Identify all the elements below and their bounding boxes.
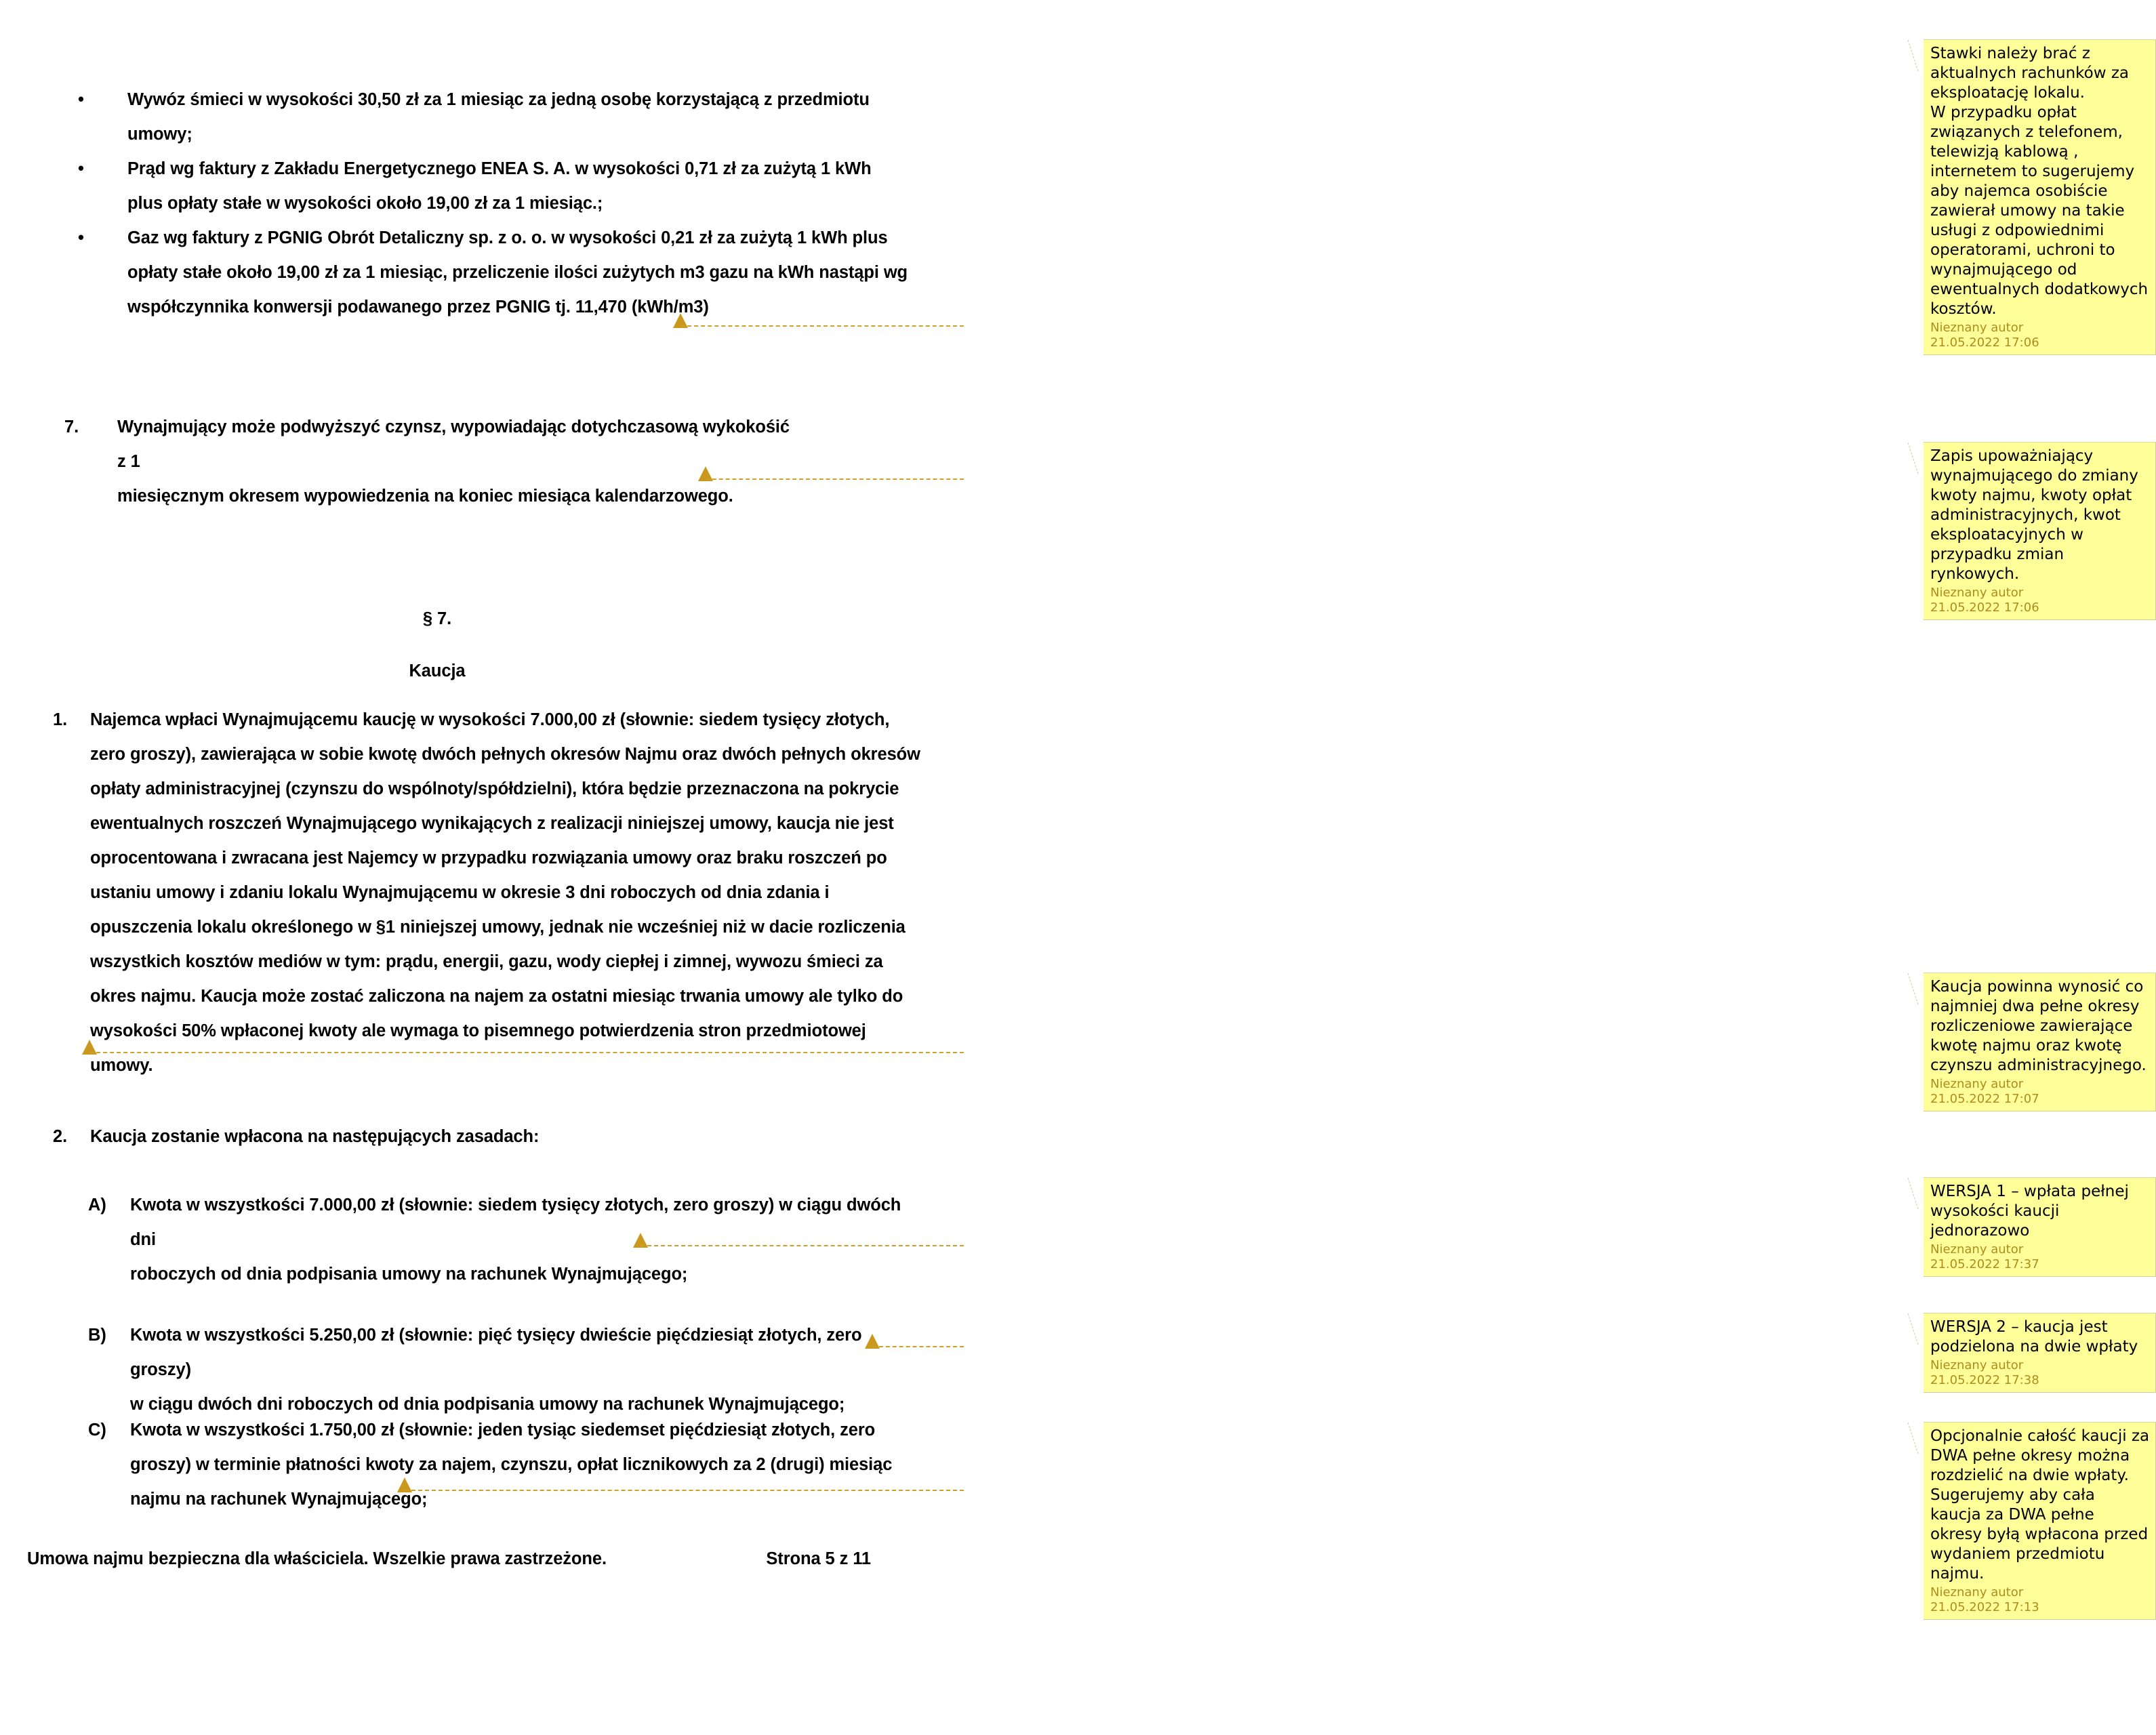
comment-author: Nieznany autor	[1930, 1585, 2024, 1599]
comment-leader-line-2	[706, 478, 964, 480]
clause-2-number: 2.	[53, 1127, 68, 1146]
clause-7	[64, 410, 790, 514]
clause-1-line: opłaty administracyjnej (czynszu do wspólnoty/spółdzielni), która będzie przeznaczona na pokrycie	[90, 779, 899, 798]
bullet-icon: •	[78, 90, 84, 109]
clause-1-line: okres najmu. Kaucja może zostać zaliczona na najem za ostatni miesiąc trwania umowy ale tylko do	[90, 987, 903, 1006]
sub-item-c-line-1: Kwota w wszystkości 1.750,00 zł (słownie: jeden tysiąc siedemset pięćdziesiąt złotych, zero	[130, 1421, 876, 1440]
clause-2-body: Kaucja zostanie wpłacona na następujących zasadach:	[90, 1127, 540, 1146]
sub-item-a-line-2: roboczych od dnia podpisania umowy na rachunek Wynajmującego;	[130, 1265, 688, 1284]
comment-leader-line-1	[680, 325, 964, 327]
bullet-2-line-1	[127, 152, 922, 186]
sub-item-b-line-2: w ciągu dwóch dni roboczych od dnia podpisania umowy na rachunek Wynajmującego;	[130, 1395, 845, 1414]
comment-balloon[interactable]	[1924, 39, 2156, 355]
comment-text: Opcjonalnie całość kaucji za DWA pełne okresy można rozdzielić na dwie wpłaty. Sugerujemy aby cała kaucja za DWA pełne okresy byłą wpłacona przed wydaniem przedmiotu najmu.	[1930, 1427, 2150, 1583]
bullet-2-text-cont: plus opłaty stałe w wysokości około 19,00 zł za 1 miesiąc.;	[127, 194, 603, 213]
list-item	[68, 83, 922, 152]
bullet-3-line-3	[127, 290, 922, 325]
sub-item-a-letter: A)	[88, 1196, 106, 1214]
sub-item-c-letter: C)	[88, 1421, 106, 1440]
bullet-1-text-cont: umowy;	[127, 125, 192, 144]
comment-balloon[interactable]	[1924, 1313, 2156, 1393]
bullet-2-line-2	[127, 186, 922, 221]
sub-item-a	[88, 1188, 922, 1292]
clause-1	[53, 703, 934, 1083]
comment-date: 21.05.2022 17:07	[1930, 1092, 2039, 1106]
sub-item-c-line-2: groszy) w terminie płatności kwoty za najem, czynszu, opłat licznikowych za 2 (drugi) miesiąc	[130, 1455, 893, 1474]
clause-1-line: umowy.	[90, 1056, 153, 1075]
bullet-2-text: Prąd wg faktury z Zakładu Energetycznego ENEA S. A. w wysokości 0,71 zł za zużytą 1 kWh	[127, 159, 872, 178]
clause-1-number: 1.	[53, 710, 68, 729]
list-item	[68, 221, 922, 325]
section-heading: § 7.	[422, 609, 452, 628]
clause-1-body	[90, 703, 934, 1083]
comment-date: 21.05.2022 17:13	[1930, 1600, 2039, 1614]
sub-item-a-line-1: Kwota w wszystkości 7.000,00 zł (słownie: siedem tysięcy złotych, zero groszy) w ciągu dwóch dni	[130, 1196, 901, 1249]
clause-1-line: wszystkich kosztów mediów w tym: prądu, energii, gazu, wody ciepłej i zimnej, wywozu śmieci za	[90, 952, 883, 971]
comment-text: WERSJA 2 – kaucja jest podzielona na dwie wpłaty	[1930, 1318, 2138, 1355]
comment-balloon[interactable]	[1924, 973, 2156, 1111]
section-subheading: Kaucja	[409, 661, 466, 680]
bullet-1-line-2	[127, 117, 922, 152]
comment-author: Nieznany autor	[1930, 1358, 2024, 1372]
sub-item-c-line-3: najmu na rachunek Wynajmującego;	[130, 1490, 428, 1509]
bullet-3-text: Gaz wg faktury z PGNIG Obrót Detaliczny sp. z o. o. w wysokości 0,21 zł za zużytą 1 kWh plus	[127, 228, 888, 247]
sub-item-c	[88, 1413, 922, 1517]
sub-item-b-letter: B)	[88, 1326, 106, 1345]
bullet-3-line-2	[127, 256, 922, 290]
comment-author: Nieznany autor	[1930, 586, 2024, 600]
comment-balloon[interactable]	[1924, 1177, 2156, 1277]
comment-margin-column	[960, 0, 2150, 1735]
bullet-icon: •	[78, 159, 84, 178]
clause-7-number: 7.	[64, 417, 79, 436]
clause-1-line: opuszczenia lokalu określonego w §1 niniejszej umowy, jednak nie wcześniej niż w dacie rozliczenia	[90, 918, 906, 937]
bullet-3-text-cont: opłaty stałe około 19,00 zł za 1 miesiąc, przeliczenie ilości zużytych m3 gazu na kWh nastąpi wg	[127, 263, 908, 282]
comment-author: Nieznany autor	[1930, 321, 2024, 335]
clause-2	[53, 1120, 934, 1154]
clause-1-line: zero groszy), zawierająca w sobie kwotę dwóch pełnych okresów Najmu oraz dwóch pełnych okresów	[90, 745, 920, 764]
comment-leader-line-5	[872, 1346, 964, 1347]
comment-text: Stawki należy brać z aktualnych rachunków za eksploatację lokalu. W przypadku opłat związanych z telefonem, telewizją kablową , internetem to sugerujemy aby najemca osobiście zawierał umowy na takie usługi z odpowiednimi operatorami, uchroni to wynajmującego od ewentualnych dodatkowych kosztów.	[1930, 45, 2149, 318]
bullet-1-line-1	[127, 83, 922, 117]
comment-date: 21.05.2022 17:06	[1930, 335, 2039, 350]
bullet-icon: •	[78, 228, 84, 247]
comment-date: 21.05.2022 17:37	[1930, 1257, 2039, 1271]
sub-item-b-line-1: Kwota w wszystkości 5.250,00 zł (słownie: pięć tysięcy dwieście pięćdziesiąt złotych, zero groszy)	[130, 1326, 862, 1379]
clause-1-line: ustaniu umowy i zdaniu lokalu Wynajmującemu w okresie 3 dni roboczych od dnia zdania i	[90, 883, 830, 902]
comment-text: WERSJA 1 – wpłata pełnej wysokości kaucji jednorazowo	[1930, 1183, 2129, 1240]
comment-author: Nieznany autor	[1930, 1242, 2024, 1257]
comment-leader-line-3	[89, 1052, 964, 1053]
footer-page-number: Strona 5 z 11	[766, 1549, 871, 1568]
page-footer	[27, 1542, 871, 1576]
list-item	[68, 152, 922, 221]
document-body	[0, 0, 949, 1735]
comment-leader-line-6	[405, 1490, 964, 1491]
clause-7-line-2: miesięcznym okresem wypowiedzenia na koniec miesiąca kalendarzowego.	[117, 487, 733, 506]
clause-1-line: ewentualnych roszczeń Wynajmującego wynikających z realizacji niniejszej umowy, kaucja nie jest	[90, 814, 894, 833]
comment-date: 21.05.2022 17:06	[1930, 600, 2039, 615]
bullet-3-line-1	[127, 221, 922, 256]
sub-item-b	[88, 1318, 922, 1422]
clause-1-line: wysokości 50% wpłaconej kwoty ale wymaga to pisemnego potwierdzenia stron przedmiotowej	[90, 1021, 866, 1040]
clause-1-line: oprocentowana i zwracana jest Najemcy w przypadku rozwiązania umowy oraz braku roszczeń po	[90, 849, 887, 868]
sub-item-a-body	[130, 1188, 922, 1292]
comment-author: Nieznany autor	[1930, 1077, 2024, 1091]
comment-date: 21.05.2022 17:38	[1930, 1373, 2039, 1387]
comment-balloon[interactable]	[1924, 442, 2156, 620]
bullet-1-text: Wywóz śmieci w wysokości 30,50 zł za 1 miesiąc za jedną osobę korzystającą z przedmiotu	[127, 90, 870, 109]
comment-balloon[interactable]	[1924, 1422, 2156, 1620]
sub-item-b-body	[130, 1318, 922, 1422]
comment-text: Zapis upoważniający wynajmującego do zmiany kwoty najmu, kwoty opłat administracyjnych, kwot eksploatacyjnych w przypadku zmian rynkowych.	[1930, 447, 2138, 583]
comment-leader-line-4	[640, 1245, 964, 1246]
comment-text: Kaucja powinna wynosić co najmniej dwa pełne okresy rozliczeniowe zawierające kwotę najmu oraz kwotę czynszu administracyjnego.	[1930, 978, 2147, 1074]
bullet-3-text-cont2: współczynnika konwersji podawanego przez PGNIG tj. 11,470 (kWh/m3)	[127, 298, 709, 317]
utility-charges-bullet-list	[68, 83, 922, 325]
clause-7-body	[117, 410, 790, 514]
clause-1-line: Najemca wpłaci Wynajmującemu kaucję w wysokości 7.000,00 zł (słownie: siedem tysięcy złotych,	[90, 710, 890, 729]
footer-copyright: Umowa najmu bezpieczna dla właściciela. Wszelkie prawa zastrzeżone.	[27, 1549, 607, 1568]
clause-7-line-1: Wynajmujący może podwyższyć czynsz, wypowiadając dotychczasową wykokośić z 1	[117, 417, 790, 471]
sub-item-c-body	[130, 1413, 922, 1517]
